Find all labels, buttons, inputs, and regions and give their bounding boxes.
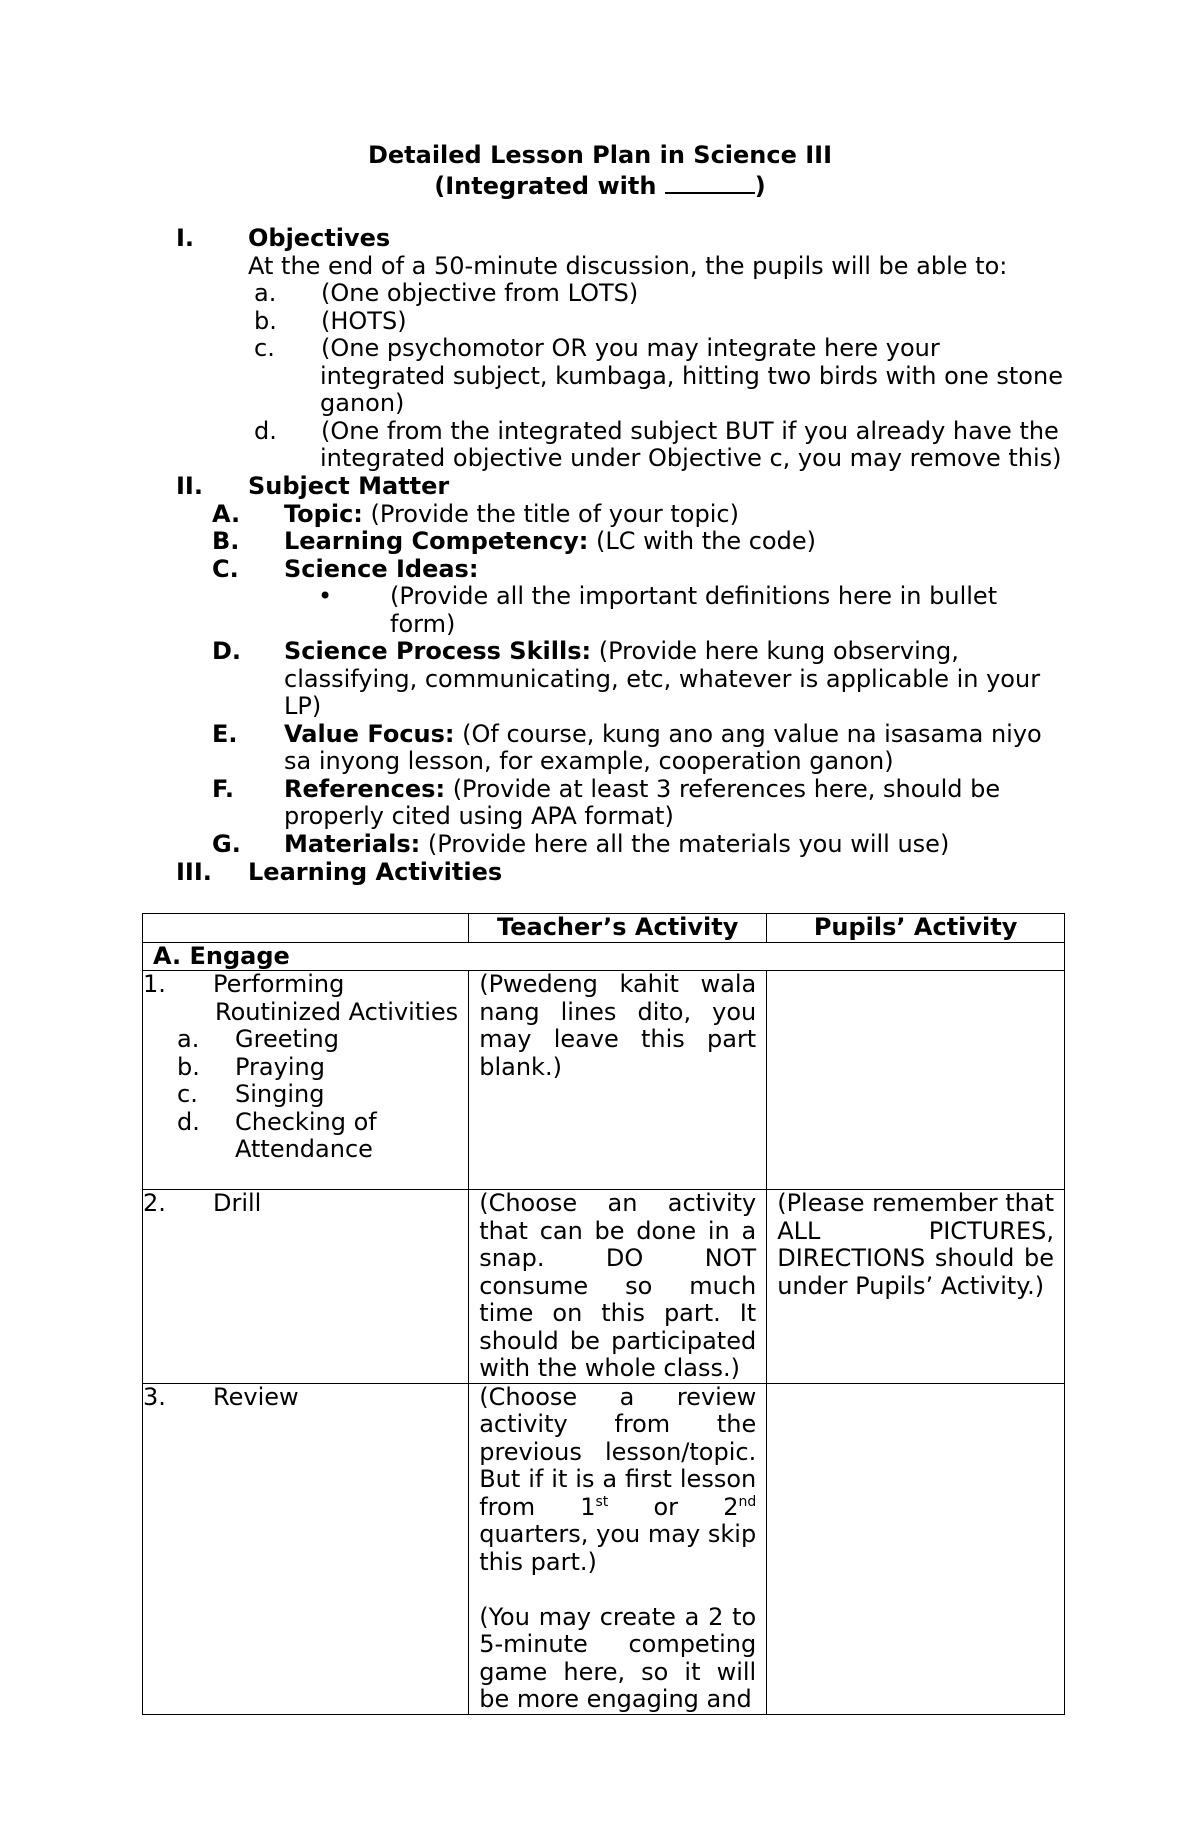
section-numeral-objectives: I. [176, 224, 195, 252]
review-text: (Choose a review activity from the previous lesson/topic. But if it is a first lesson from 1 [479, 1382, 757, 1521]
objective-label: d. [254, 416, 277, 445]
objective-text: (HOTS) [321, 306, 407, 335]
teacher-activity-cell: (Choose an activity that can be done in a snap. DO NOT consume so much time on this part. It should be participated with the whole class.) [469, 1190, 767, 1384]
subject-matter-heading: Subject Matter [248, 472, 450, 500]
step-routinized [143, 971, 469, 1190]
header-cell-blank [143, 914, 469, 943]
item-key: Topic: [284, 499, 363, 528]
document-title: Detailed Lesson Plan in Science III [367, 141, 833, 169]
sub-item [179, 1054, 458, 1082]
header-pupils-activity: Pupils’ Activity [767, 914, 1065, 943]
sub-item [179, 1081, 458, 1109]
sub-label: d. [177, 1107, 200, 1136]
sub-text: Checking of Attendance [235, 1107, 377, 1163]
objective-item [248, 280, 1068, 308]
subject-item-process-skills [212, 637, 1068, 721]
item-text: (Provide the title of your topic) [362, 499, 739, 528]
header-teacher-activity: Teacher’s Activity [469, 914, 767, 943]
sub-label: c. [177, 1080, 198, 1108]
pupils-activity-cell [767, 1383, 1065, 1714]
objective-label: c. [254, 334, 275, 362]
step-review [143, 1383, 469, 1714]
item-key: Science Process Skills: [284, 637, 592, 665]
learning-activities-table [142, 913, 1065, 1715]
bullet-icon: • [318, 582, 333, 610]
item-label: B. [212, 527, 240, 555]
item-text: (Provide here all the materials you will use) [420, 829, 950, 858]
table-row-engage [143, 942, 1065, 971]
spacer [479, 1576, 756, 1604]
objective-item [248, 418, 1068, 473]
item-label: G. [212, 829, 241, 858]
review-paragraph-1 [479, 1384, 756, 1577]
bullet-text: (Provide all the important definitions here in bullet form) [390, 582, 998, 638]
table-row [143, 971, 1065, 1190]
subject-item-value-focus [212, 719, 1068, 776]
item-key: Learning Competency: [284, 527, 589, 555]
subject-item-topic [212, 499, 1068, 529]
item-label: F. [212, 774, 234, 803]
item-key: Materials: [284, 829, 421, 858]
subject-item-competency [212, 527, 1068, 556]
review-text: quarters, you may skip this part.) [479, 1520, 757, 1576]
objective-label: a. [254, 279, 277, 307]
objective-label: b. [254, 306, 277, 335]
step-title [143, 970, 459, 1026]
review-paragraph-2: (You may create a 2 to 5-minute competing game here, so it will be more engaging and [479, 1602, 757, 1713]
section-numeral-learning-activities: III. [176, 858, 212, 886]
science-ideas-bullet [248, 583, 1068, 638]
sub-text: Praying [235, 1052, 325, 1081]
pupils-activity-cell: (Please remember that ALL PICTURES, DIRECTIONS should be under Pupils’ Activity.) [767, 1190, 1065, 1384]
subtitle-prefix: (Integrated with [434, 172, 665, 200]
sub-label: b. [177, 1052, 200, 1081]
objectives-intro: At the end of a 50-minute discussion, the pupils will be able to: [248, 251, 1008, 280]
item-key: References: [284, 774, 446, 803]
ordinal-suffix: st [595, 1493, 609, 1510]
ordinal-suffix: nd [738, 1493, 757, 1510]
item-text: (Of course, kung ano ang value na isasama niyo sa inyong lesson, for example, cooperation ganon) [284, 719, 1042, 775]
sub-text: Singing [235, 1080, 325, 1108]
objective-item [248, 335, 1068, 418]
teacher-activity-cell [469, 1383, 767, 1714]
objective-text: (One objective from LOTS) [321, 279, 639, 307]
pupils-activity-cell [767, 971, 1065, 1190]
document-subtitle [0, 170, 1200, 201]
subject-item-references [212, 774, 1068, 831]
item-key: Value Focus: [284, 719, 455, 748]
objective-item [248, 308, 1068, 336]
step-text: Review [213, 1382, 299, 1411]
objectives-heading: Objectives [248, 224, 391, 252]
section-numeral-subject-matter: II. [176, 472, 203, 500]
learning-activities-heading: Learning Activities [248, 858, 503, 886]
table-header-row [143, 914, 1065, 943]
sub-item [179, 1109, 458, 1164]
review-text: or 2 [608, 1492, 739, 1521]
step-title [143, 1382, 458, 1412]
objective-text: (One from the integrated subject BUT if you already have the integrated objective under Objective c, you may remove this) [320, 416, 1062, 472]
section-engage: A. Engage [143, 942, 1065, 971]
blank-line [665, 170, 755, 194]
step-text: Drill [213, 1189, 262, 1217]
item-text: (Provide at least 3 references here, should be properly cited using APA format) [284, 774, 1001, 830]
table-row [143, 1190, 1065, 1384]
step-label: 2. [143, 1189, 166, 1217]
subject-item-science-ideas [212, 554, 1068, 584]
item-text: (LC with the code) [588, 527, 816, 555]
sub-item [179, 1026, 458, 1054]
item-label: A. [212, 499, 241, 528]
sub-label: a. [177, 1025, 200, 1053]
step-label: 1. [143, 970, 166, 998]
item-label: D. [212, 637, 242, 665]
subtitle-suffix: ) [754, 172, 766, 200]
item-label: E. [212, 719, 238, 748]
objective-text: (One psychomotor OR you may integrate here your integrated subject, kumbaga, hitting two birds with one stone ganon) [320, 334, 1063, 417]
step-label: 3. [143, 1382, 166, 1411]
sub-text: Greeting [235, 1025, 339, 1053]
item-label: C. [212, 554, 239, 583]
section-objectives [248, 225, 1068, 473]
subject-item-materials [212, 829, 1068, 859]
table-row [143, 1383, 1065, 1714]
step-text: Performing Routinized Activities [213, 970, 459, 1026]
teacher-activity-cell: (Pwedeng kahit wala nang lines dito, you may leave this part blank.) [469, 971, 767, 1190]
step-drill [143, 1190, 469, 1384]
section-subject-matter [212, 472, 1068, 858]
item-key: Science Ideas: [284, 554, 479, 583]
step-title [143, 1189, 458, 1218]
item-text: (Provide here kung observing, classifying, communicating, etc, whatever is applicable in your LP) [284, 637, 1041, 720]
